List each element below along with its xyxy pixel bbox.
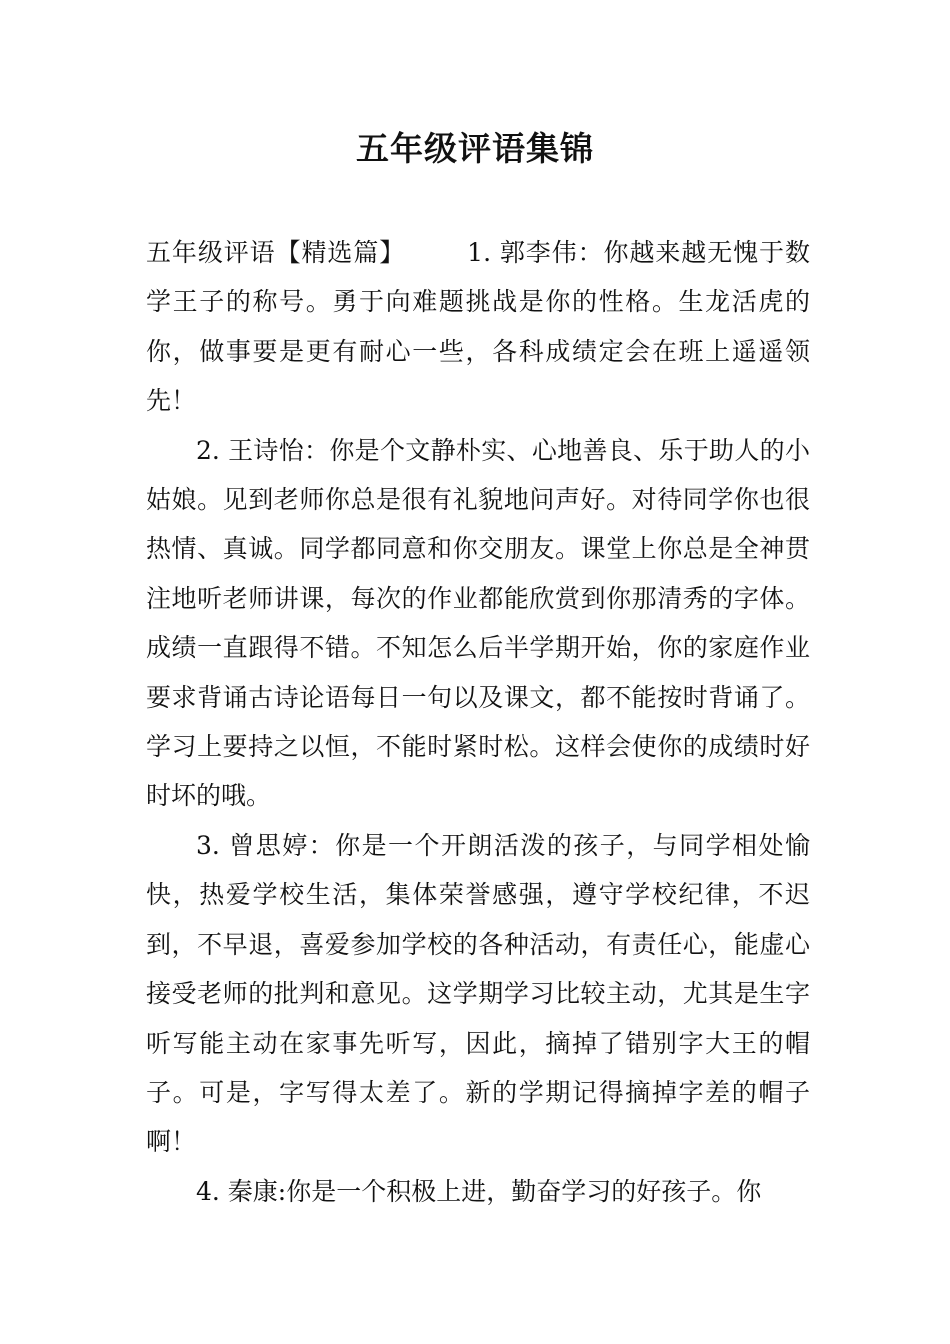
paragraph-1 [146,228,810,426]
paragraph-2: 2. 王诗怡：你是个文静朴实、心地善良、乐于助人的小姑娘。见到老师你总是很有礼貌地问声好。对待同学你也很热情、真诚。同学都同意和你交朋友。课堂上你总是全神贯注地听老师讲课，每次的作业都能欣赏到你那清秀的字体。成绩一直跟得不错。不知怎么后半学期开始，你的家庭作业要求背诵古诗论语每日一句以及课文，都不能按时背诵了。学习上要持之以恒，不能时紧时松。这样会使你的成绩时好时坏的哦。 [146,435,810,811]
paragraph-4: 4. 秦康:你是一个积极上进，勤奋学习的好孩子。你 [196,1176,762,1206]
paragraph-3: 3. 曾思婷：你是一个开朗活泼的孩子，与同学相处愉快，热爱学校生活，集体荣誉感强，遵守学校纪律，不迟到，不早退，喜爱参加学校的各种活动，有责任心，能虚心接受老师的批判和意见。这学期学习比较主动，尤其是生字听写能主动在家事先听写，因此，摘掉了错别字大王的帽子。可是，字写得太差了。新的学期记得摘掉字差的帽子啊！ [146,830,810,1157]
document-title: 五年级评语集锦 [356,129,594,168]
document-body [146,228,810,1216]
paragraph-1-text: 1. 郭李伟：你越来越无愧于数学王子的称号。勇于向难题挑战是你的性格。生龙活虎的你，做事要是更有耐心一些，各科成绩定会在班上遥遥领先！ [146,238,810,416]
intro-label: 五年级评语【精选篇】 [146,238,406,267]
